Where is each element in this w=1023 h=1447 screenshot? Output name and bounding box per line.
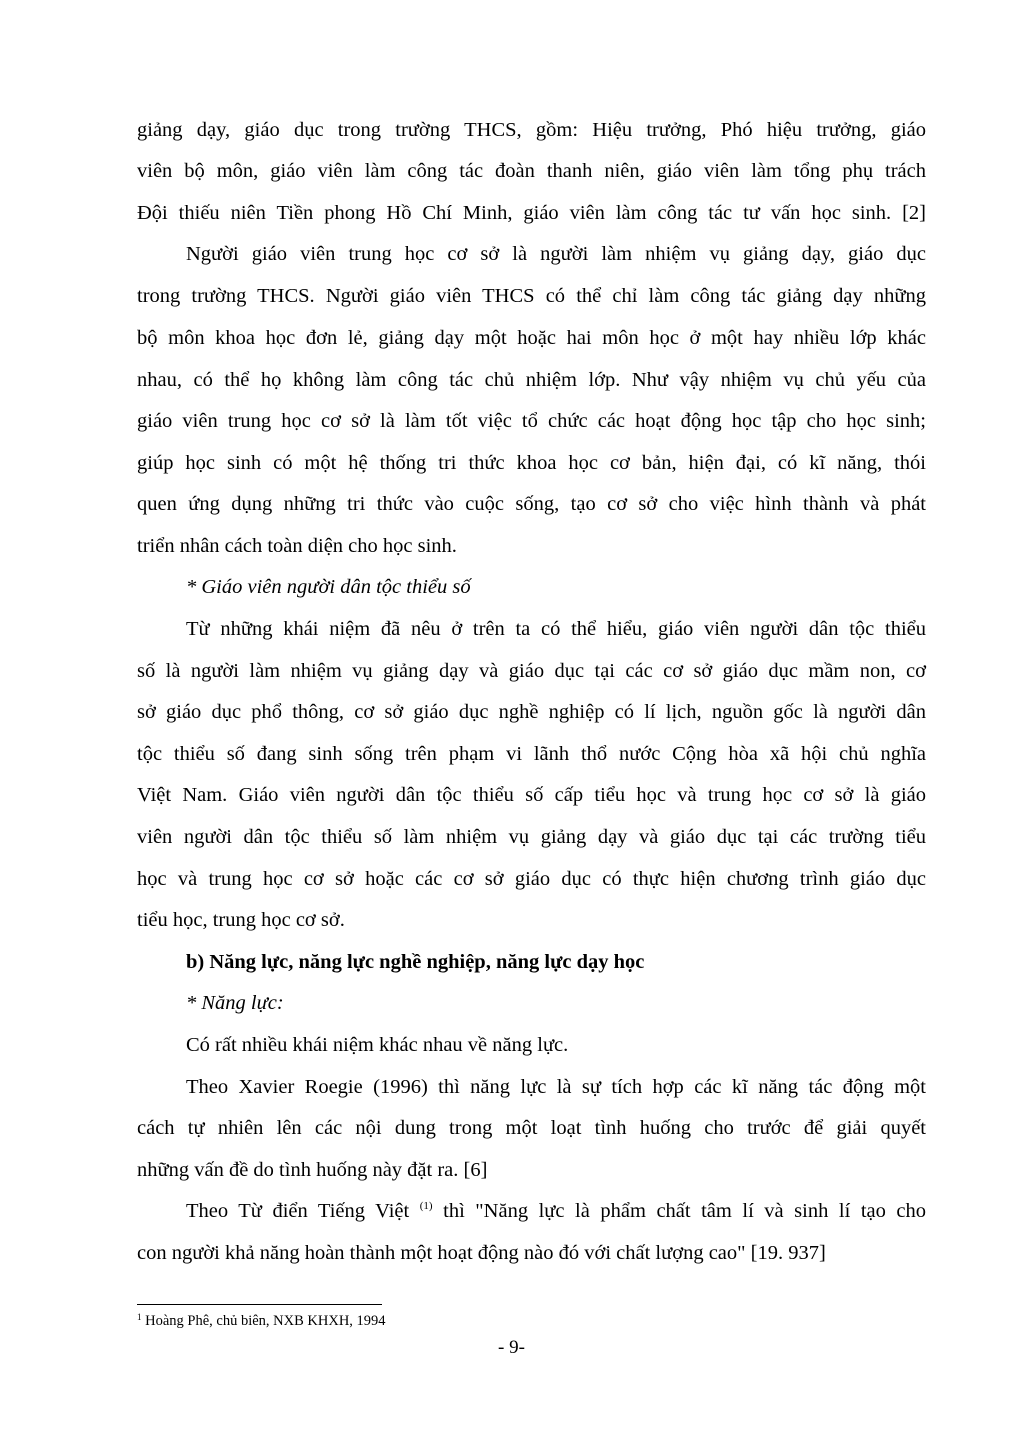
text-line: giảng dạy, giáo dục trong trường THCS, gồm: Hiệu trưởng, Phó hiệu trưởng, giáo	[137, 119, 926, 141]
text-line: cách tự nhiên lên các nội dung trong một loạt tình huống cho trước để giải quyết	[137, 1117, 926, 1139]
text-line: viên bộ môn, giáo viên làm công tác đoàn thanh niên, giáo viên làm tổng phụ trách	[137, 160, 926, 182]
subheading: * Năng lực:	[186, 992, 284, 1014]
text-line: nhau, có thể họ không làm công tác chủ nhiệm lớp. Như vậy nhiệm vụ chủ yếu của	[137, 369, 926, 391]
page-number: - 9-	[498, 1337, 525, 1358]
footnote-marker: 1	[137, 1312, 142, 1322]
text-line: sở giáo dục phổ thông, cơ sở giáo dục nghề nghiệp có lí lịch, nguồn gốc là người dân	[137, 701, 926, 723]
text-line: tiểu học, trung học cơ sở.	[137, 909, 345, 931]
text-line: những vấn đề do tình huống này đặt ra. [6]	[137, 1159, 488, 1181]
text-line: Đội thiếu niên Tiền phong Hồ Chí Minh, giáo viên làm công tác tư vấn học sinh. [2]	[137, 202, 926, 224]
text-line: viên người dân tộc thiểu số làm nhiệm vụ giảng dạy và giáo dục tại các trường tiểu	[137, 826, 926, 848]
text-line: Từ những khái niệm đã nêu ở trên ta có thể hiểu, giáo viên người dân tộc thiểu	[186, 618, 926, 640]
subheading: * Giáo viên người dân tộc thiểu số	[186, 576, 471, 598]
text-line: quen ứng dụng những tri thức vào cuộc sống, tạo cơ sở cho việc hình thành và phát	[137, 493, 926, 515]
text-line: Có rất nhiều khái niệm khác nhau về năng lực.	[186, 1034, 569, 1056]
text-line: Việt Nam. Giáo viên người dân tộc thiểu số cấp tiểu học và trung học cơ sở là giáo	[137, 784, 926, 806]
text-line: tộc thiểu số đang sinh sống trên phạm vi lãnh thổ nước Cộng hòa xã hội chủ nghĩa	[137, 743, 926, 765]
footnote	[137, 1313, 386, 1330]
text-line: trong trường THCS. Người giáo viên THCS có thể chỉ làm công tác giảng dạy những	[137, 285, 926, 307]
text-line: số là người làm nhiệm vụ giảng dạy và giáo dục tại các cơ sở giáo dục mầm non, cơ	[137, 660, 926, 682]
text-line: bộ môn khoa học đơn lẻ, giảng dạy một hoặc hai môn học ở một hay nhiều lớp khác	[137, 327, 926, 349]
footnote-text: Hoàng Phê, chủ biên, NXB KHXH, 1994	[145, 1313, 386, 1329]
footnote-reference: (1)	[419, 1200, 433, 1212]
text-line: Người giáo viên trung học cơ sở là người làm nhiệm vụ giảng dạy, giáo dục	[186, 243, 926, 265]
text-line: giáo viên trung học cơ sở là làm tốt việc tổ chức các hoạt động học tập cho học sinh;	[137, 410, 926, 432]
text-segment: Theo Từ điển Tiếng Việt	[186, 1200, 410, 1222]
text-line: giúp học sinh có một hệ thống tri thức khoa học cơ bản, hiện đại, có kĩ năng, thói	[137, 452, 926, 474]
text-line: học và trung học cơ sở hoặc các cơ sở giáo dục có thực hiện chương trình giáo dục	[137, 868, 926, 890]
footnote-separator	[137, 1304, 382, 1305]
text-line: triển nhân cách toàn diện cho học sinh.	[137, 535, 457, 557]
section-heading: b) Năng lực, năng lực nghề nghiệp, năng lực dạy học	[186, 951, 645, 973]
text-segment: thì "Năng lực là phẩm chất tâm lí và sinh lí tạo cho	[443, 1200, 926, 1222]
text-line: con người khả năng hoàn thành một hoạt động nào đó với chất lượng cao" [19. 937]	[137, 1242, 826, 1264]
text-line-with-footnote-ref	[137, 1201, 926, 1222]
text-line: Theo Xavier Roegie (1996) thì năng lực là sự tích hợp các kĩ năng tác động một	[186, 1076, 926, 1098]
